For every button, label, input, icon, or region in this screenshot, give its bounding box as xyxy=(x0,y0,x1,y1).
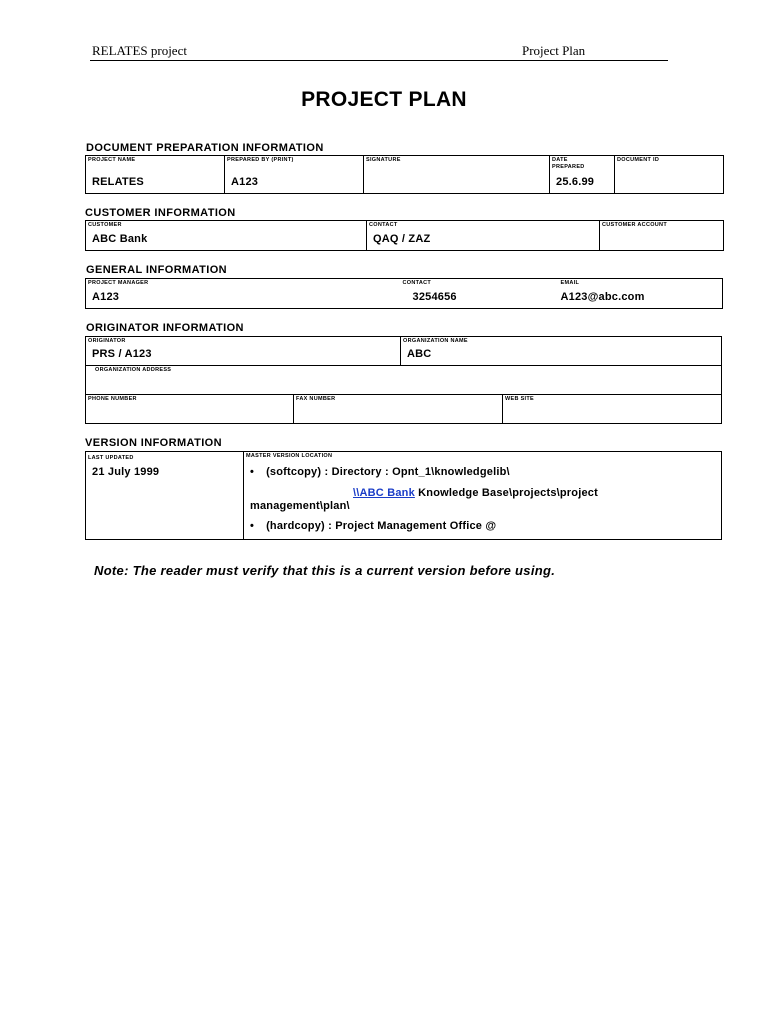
label-project-manager: PROJECT MANAGER xyxy=(88,280,149,286)
value-project-manager: A123 xyxy=(92,291,120,303)
doc-prep-table xyxy=(85,155,724,194)
label-fax: FAX NUMBER xyxy=(296,396,336,402)
value-project-name: RELATES xyxy=(92,176,144,188)
hardcopy-line xyxy=(250,520,496,532)
softcopy-line xyxy=(250,466,510,478)
bullet-icon: • xyxy=(250,520,255,532)
hardcopy-location: (hardcopy) : Project Management Office @ xyxy=(266,520,497,532)
label-website: WEB SITE xyxy=(505,396,534,402)
page-title: PROJECT PLAN xyxy=(301,88,467,111)
label-org-name: ORGANIZATION NAME xyxy=(403,338,468,344)
header-rule xyxy=(90,60,668,61)
value-prepared-by: A123 xyxy=(231,176,259,188)
label-originator: ORIGINATOR xyxy=(88,338,126,344)
value-org-name: ABC xyxy=(407,348,432,360)
section-heading-doc-prep: DOCUMENT PREPARATION INFORMATION xyxy=(86,142,324,154)
cell-document-id xyxy=(615,156,724,194)
cell-master-location xyxy=(244,452,722,540)
originator-table xyxy=(85,336,722,424)
section-heading-version: VERSION INFORMATION xyxy=(85,437,222,449)
label-phone: PHONE NUMBER xyxy=(88,396,137,402)
label-general-contact: CONTACT xyxy=(402,280,432,286)
label-signature: SIGNATURE xyxy=(366,157,401,163)
label-email: EMAIL xyxy=(560,280,580,286)
label-customer-contact: CONTACT xyxy=(369,222,398,228)
label-customer-account: CUSTOMER ACCOUNT xyxy=(602,222,667,228)
cell-last-updated xyxy=(86,452,244,540)
label-last-updated: LAST UPDATED xyxy=(88,455,134,461)
value-originator: PRS / A123 xyxy=(92,348,152,360)
softcopy-path-line xyxy=(353,487,598,499)
header-right: Project Plan xyxy=(522,43,586,58)
abc-bank-link[interactable]: \\ABC Bank xyxy=(353,487,415,499)
value-customer: ABC Bank xyxy=(92,233,148,245)
value-email: A123@abc.com xyxy=(560,291,645,303)
cell-signature xyxy=(364,156,550,194)
label-date-prepared: DATE PREPARED xyxy=(552,157,585,170)
note-text: Note: The reader must verify that this is a current version before using. xyxy=(94,563,556,578)
label-master-location: MASTER VERSION LOCATION xyxy=(246,453,333,459)
cell-org-address xyxy=(86,366,722,395)
label-org-address: ORGANIZATION ADDRESS xyxy=(95,367,172,373)
cell-email xyxy=(559,279,723,309)
cell-website xyxy=(503,395,722,424)
softcopy-path-continuation: management\plan\ xyxy=(250,500,350,512)
section-heading-originator: ORIGINATOR INFORMATION xyxy=(86,322,244,334)
cell-phone xyxy=(86,395,294,424)
cell-project-name xyxy=(86,156,225,194)
label-prepared-by: PREPARED BY (PRINT) xyxy=(227,157,294,163)
header-left: RELATES project xyxy=(92,43,187,58)
general-table xyxy=(85,278,723,309)
cell-org-name xyxy=(401,337,722,366)
cell-prepared-by xyxy=(225,156,364,194)
label-project-name: PROJECT NAME xyxy=(88,157,136,163)
version-table xyxy=(85,451,722,540)
value-last-updated: 21 July 1999 xyxy=(92,466,160,478)
cell-general-contact xyxy=(401,279,559,309)
value-date-prepared: 25.6.99 xyxy=(556,176,595,188)
cell-fax xyxy=(294,395,503,424)
value-general-contact: 3254656 xyxy=(412,291,457,303)
bullet-icon: • xyxy=(250,466,255,478)
softcopy-directory: (softcopy) : Directory : Opnt_1\knowledgelib\ xyxy=(266,466,510,478)
cell-customer-contact xyxy=(367,221,600,251)
value-customer-contact: QAQ / ZAZ xyxy=(373,233,431,245)
label-customer: CUSTOMER xyxy=(88,222,122,228)
cell-date-prepared xyxy=(550,156,615,194)
section-heading-general: GENERAL INFORMATION xyxy=(86,264,228,276)
cell-customer xyxy=(86,221,367,251)
customer-table xyxy=(85,220,724,251)
label-document-id: DOCUMENT ID xyxy=(617,157,660,163)
cell-customer-account xyxy=(600,221,724,251)
softcopy-path-suffix: Knowledge Base\projects\project xyxy=(414,487,598,499)
cell-originator xyxy=(86,337,401,366)
cell-project-manager xyxy=(86,279,401,309)
section-heading-customer: CUSTOMER INFORMATION xyxy=(85,207,236,219)
